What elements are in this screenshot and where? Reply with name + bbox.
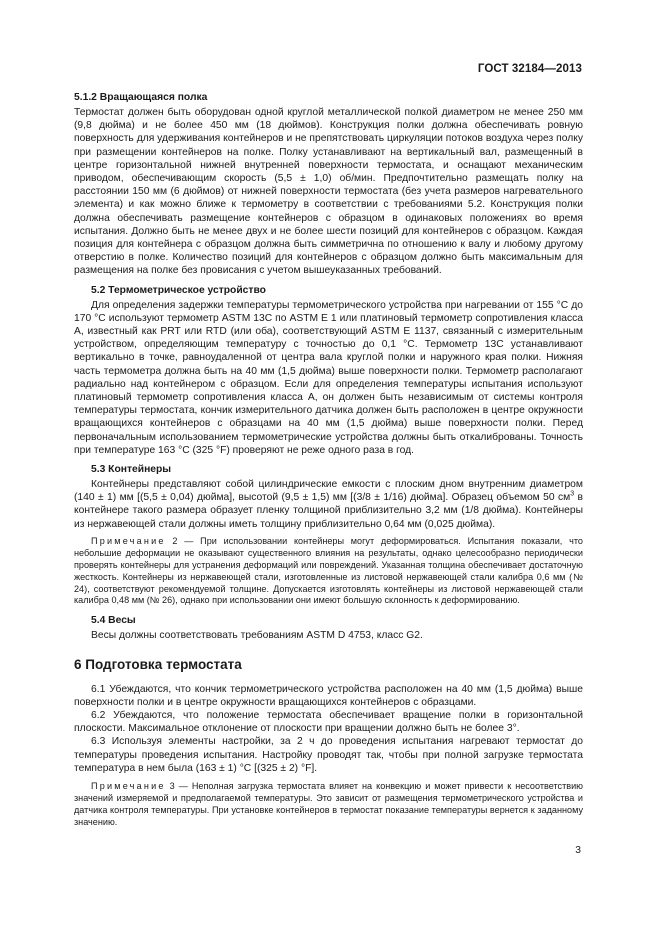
- paragraph-5-3-text-b: в контейнере такого размера образует пленку толщиной приблизительно 3,2 мм (1/8 дюйма). Контейнеры из нержавеющей стали должны иметь толщину приблизительно 0,64 мм (0,025 дюйма).: [74, 492, 583, 530]
- paragraph-5-1-2: [74, 106, 583, 278]
- page-number: 3: [575, 845, 581, 856]
- paragraph-6-1: [74, 683, 583, 709]
- paragraph-5-1-2-text: Термостат должен быть оборудован одной круглой металлической полкой диаметром не менее 250 мм (9,8 дюйма) и не более 450 мм (18 дюймов). Конструкция полки должна обеспечивать ровную поверхность для удерживания контейнеров и не препятствовать циркуляции потоков воздуха через полку при размещении контейнеров на полке. Полку устанавливают на вертикальный вал, размещенный в центре горизонтальной нижней внутренней поверхности термостата, и оснащают механическим приводом, обеспечивающим скорость (5,5 ± 1,0) об/мин. Предпочтительно размещать полку на расстоянии 150 мм (6 дюймов) от нижней поверхности термостата (без учета размеров нагревательного элемента) и как можно ближе к термометру в соответствии с требованиями 5.2. Конструкция полки должна обеспечивать размещение контейнеров с образцом в одинаковых положениях во время испытания. Должно быть не менее двух и не более шести позиций для контейнеров с образцом. Каждая позиция для контейнера с образцом должна быть симметрична по отношению к валу и любому другому отверстию в полке. Количество позиций для контейнеров с образцом должно быть максимальным для размещения на полке без провисания с учетом вышеуказанных требований.: [74, 107, 583, 277]
- note-3-text: 3 — Неполная загрузка термостата влияет на конвекцию и может привести к несоответствию значений измеряемой и предполагаемой температуры. Это зависит от размещения термометрического устройства и датчика контроля температуры. При установке контейнеров в термостат показание температуры вернется к заданному значению.: [74, 780, 583, 827]
- note-3: [74, 781, 583, 829]
- heading-5-3: 5.3 Контейнеры: [91, 464, 172, 476]
- paragraph-5-4-text: Весы должны соответствовать требованиям ASTM D 4753, класс G2.: [91, 630, 423, 642]
- heading-5-4: 5.4 Весы: [91, 615, 136, 627]
- paragraph-5-3: [74, 478, 583, 531]
- paragraph-5-2-text: Для определения задержки температуры термометрического устройства при нагревании от 155 °С до 170 °С используют термометр ASTM 13С по ASTM Е 1 или платиновый термометр сопротивления класса А, известный как PRT или RTD (или оба), соответствующий ASTM Е 1137, связанный с измерительным устройством, определяющим температуру с точностью до 0,1 °С. Термометр 13С устанавливают вертикально в точке, равноудаленной от центра вала круглой полки и наружного края полки. Нижняя часть термометра должна быть на 40 мм (1,5 дюйма) выше поверхности полки. Термометр располагают радиально над контейнером с образцом. Если для определения температуры испытания используют платиновый термометр сопротивления класса А, он должен быть независимым от системы контроля температуры термостата, кончик измерительного датчика должен быть расположен в центре окружности вращающихся контейнеров с образцами на 40 мм (1,5 дюйма) выше поверхности полки. Перед первоначальным использованием термометрические устройства должны быть откалиброваны. Точность при температуре 163 °С (325 °F) проверяют не реже одного раза в год.: [74, 299, 583, 456]
- paragraph-5-4: [74, 629, 583, 642]
- paragraph-6-1-text: 6.1 Убеждаются, что кончик термометрического устройства расположен на 40 мм (1,5 дюйма) выше поверхности полки и в центре окружности вращающихся контейнеров с образцами.: [74, 683, 583, 708]
- heading-5-2: 5.2 Термометрическое устройство: [91, 284, 266, 296]
- heading-section-6: 6 Подготовка термостата: [74, 656, 242, 672]
- page-content: [74, 91, 583, 829]
- paragraph-6-2: [74, 709, 583, 735]
- paragraph-5-3-text-a: Контейнеры представляют собой цилиндрические емкости с плоским дном внутренним диаметром (140 ± 1) мм [(5,5 ± 0,04) дюйма], высотой (9,5 ± 1,5) мм [(3/8 ± 1/16) дюйма]. Образец объемом 50 см: [74, 479, 583, 504]
- paragraph-5-2: [74, 299, 583, 457]
- paragraph-6-3-text: 6.3 Используя элементы настройки, за 2 ч до проведения испытания нагревают термостат до температуры проведения испытания. Настройку проводят так, чтобы при полной загрузке термостата температура в нем была (163 ± 1) °С [(325 ± 2) °F].: [74, 736, 583, 774]
- superscript-cubic: 3: [570, 490, 575, 498]
- paragraph-6-2-text: 6.2 Убеждаются, что положение термостата обеспечивает вращение полки в горизонтальной плоскости. Максимальное отклонение от плоскости при вращении должно быть не более 3°.: [74, 709, 583, 735]
- document-id: ГОСТ 32184—2013: [477, 63, 582, 75]
- note-2-text: 2 — При использовании контейнеры могут деформироваться. Испытания показали, что небольшие деформации не оказывают существенного влияния на результаты, однако целесообразно периодически проверять контейнеры для устранения деформаций или повреждений. Указанная толщина обеспечивает достаточную жесткость. Контейнеры из нержавеющей стали, изготовленные из листовой нержавеющей стали калибра 0,6 мм (№ 24), соответствуют рекомендуемой толщине. Допускается изготовлять контейнеры из листовой нержавеющей стали калибра 0,48 мм (№ 26), однако при использовании они имеют большую склонность к деформированию.: [74, 535, 583, 606]
- note-2: [74, 536, 583, 607]
- note-2-label: Примечание: [91, 535, 166, 546]
- heading-5-1-2: 5.1.2 Вращающаяся полка: [74, 92, 208, 103]
- note-3-label: Примечание: [91, 780, 166, 791]
- paragraph-6-3: [74, 735, 583, 775]
